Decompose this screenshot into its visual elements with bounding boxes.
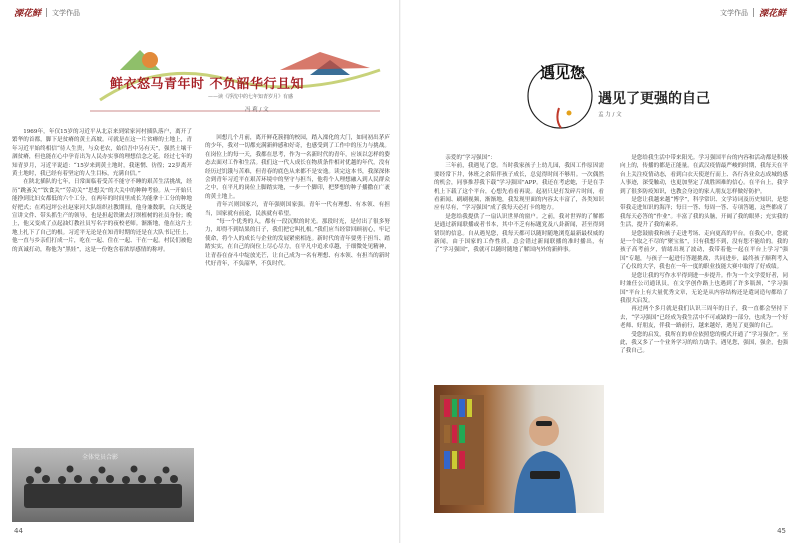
paragraph: 是您给我提供了一扇认识世界的窗户。之前，我对世界的了解都是通过新闻联播或者书本，其中不乏有标题党及八卦新闻，甚至得到错误的信息。自从遇见您，我每天都可以随时随地浏览最新最权威的新闻，由于国家的工作性质，总会错过新闻联播的准时播出，有了“学习强国”，我就可以随时随地了解国内外的新鲜事。 (434, 213, 604, 254)
article2-author: 孟 力 / 文 (598, 112, 622, 118)
page-number-right: 45 (777, 527, 786, 535)
left-header (14, 6, 80, 19)
article2-column2 (620, 154, 788, 356)
title-calligraphy: 遇见您 (540, 64, 586, 82)
article1-column1 (12, 128, 192, 254)
article2-column1 (434, 154, 604, 255)
article-author: 冯 莉 / 文 (245, 107, 269, 113)
article1-column2 (205, 134, 390, 269)
paragraph: 受您的启发，我所在的单位依照您的模式开通了“学习强企”。至此，我又多了一个业务学习的给力助手。遇见您，强国，强企，也强了我自己。 (620, 331, 788, 355)
photo-caption: 全体党员合影 (82, 454, 119, 461)
right-page (400, 0, 800, 543)
author-photo (434, 385, 604, 513)
paragraph: 三年前，我遇见了您。当时我家孩子上幼儿园，我因工作原因需要经常下井，休班之余陪伴孩子成长，总觉得时间不够用。一次偶然的机会，同事推荐我下载“学习强国”APP。我还在考虑她，于是在手机上下载了这个平台，心想先看看再说。起初只是打发碎片时间，看看新闻、刷刷视频，渐渐地，我发现里面的内容太丰富了，各类知识应有尽有，“学习强国”成了我每天必打卡的地方。 (434, 163, 604, 212)
paragraph: 是您给我生活中带来阳光。学习强国平台的内容和活动都是积极向上的，传播的都是正能量。在武汉疫情最严峻的时期，我每天在平台上关注疫情动态，看到白衣天使逆行而上、各行各业众志成城的感人事迹，深受触动，也更加坚定了战胜困难的信心。在平台上，我学到了很多防疫知识，也教会身边的家人朋友怎样做好防护。 (620, 155, 788, 195)
paragraph: 1969年，年仅15岁的习近平从北京来到梁家河村插队落户，离开了繁华的首都，脚下是贫瘠的黄土高坡。可就是在这一片贫瘠的土地上，青年习近平始终相信“待人生贵，与众老农，始信吾中另有天”，强然土壤干涸贫瘠，但也能在心中孕育出为人民办实事的理想信念之花。经过七年的知青岁月，习近平说道：“15岁来到黄土地时，我迷惘、彷徨；22岁离开黄土地时，我已经有着坚定的人生目标，充满自信。” (12, 129, 192, 178)
paragraph: 在陕北插队的七年，日常面临着受苦不能守不睡的艰苦生活挑战，经历“跳蚤关”“饮食关”“劳动关”“思想关”的大关中的种种考验。从一开始只能挣到比妇女都低的六个工分，在两年的时间里成长为能拿十工分的种地好把式；在鸡冠坪公社赵家河大队组织社教期间，他身兼数职，白天既是宣讲文件、带头抓生产的领导，也是担起铁锹去打坝植树的社员身份；晚上，他又变成了点起油灯教社员写名字的夜校老师。渐渐地，他在这片土地上扎下了自己的根。习近平无论是在知青时期的还是在大队书记任上，他一直与乡亲们打成一片，吃在一起、住在一起、干在一起。村民们被他的真诚打动，称他为“黑娃”，这是一份饱含着浓厚感情的称呼。 (12, 179, 192, 253)
paragraph: “每一个优秀的人，都有一段沉默的时光。那段时光，是付出了很多努力，却得不到结果的日子，我们把它叫扎根。”我们应当经常回顾初心，牢记使命，将个人的成长与企业的发展紧密相连。新时代的青年要勇于担当、踏踏实实，在自己的岗位上尽心尽力，在平凡中追求卓越，于细微处见精神，让青春在奋斗中绽放光芒，让自己成为一名有理想、有本领、有担当的新时代好青年，不负韶华，不负时代。 (205, 219, 390, 268)
paragraph: 是您让我越来越“博学”，科学常识、文学诗词及历史知识，是您带我走进知识的海洋；每日一答、每周一答、专项答题，这些都成了我每天必答的“作业”。丰富了我的头脑，开阔了我的眼界；充实我的生活，提升了我的素养。 (620, 197, 788, 229)
group-photo (12, 448, 194, 522)
page-number-left: 44 (14, 527, 23, 535)
section-label: 文学作品 (719, 8, 748, 17)
paragraph: 青年兴则国家兴，青年强则国家强。青年一代有理想、有本领、有担当，国家就有前途，民族就有希望。 (205, 202, 390, 217)
article-title: 鲜衣怒马青年时 不负韶华行且知 (110, 77, 305, 92)
section-label: 文学作品 (52, 8, 81, 17)
magazine-logo: 溧花鲜 (758, 9, 786, 19)
right-header (720, 6, 786, 19)
article-subtitle: ——读《浮沈中的七年知青岁月》有感 (208, 94, 294, 100)
paragraph: 再过两个多月就是我们认识三周年的日子，我一直都会坚持下去，“学习强国”已经成为我生活中不可或缺的一部分，也成为一个好老师、好朋友，伴我一路前行，越来越好，遇见了更强的自己。 (620, 306, 788, 330)
author-photo-figure (434, 385, 604, 513)
paragraph: 亲爱的“学习强国”： (445, 155, 496, 161)
magazine-logo: 溧花鲜 (14, 9, 42, 19)
paragraph: 是您鼓励我和孩子走进考场、走向更高的平台。在我心中，您就是一个取之不尽的“聚宝盆”，只有我想不到，没有您不能给的。我的孩子高考前夕，情绪出现了波动，我带着他一起在平台上学习“强国”专题，与孩子一起进行答题挑战，共同进步，最终孩子顺利考入了心仪的大学，我也在一年一度的职业技能大赛中取得了好成绩。 (620, 230, 788, 271)
paragraph: 是您让我的写作水平得到进一步提升。作为一个文学爱好者，同时兼任公司通讯员，在文学创作路上也遇到了许多瓶颈，“学习强国”平台上有大量优秀文章，无论是从内容结构还是遣词造句都给了我很大启发。 (620, 272, 788, 304)
paragraph: 回想几个月前，离开鲜花簇拥的校园，踏入溧化的大门，如同初出茅庐的少年，我对一切都充满新鲜感和好奇，也感受到了工作中的压力与挑战。在岗位上的每一天，我都在思考，作为一名新时代的青年，应该以怎样的姿态去面对工作和生活。我们这一代人成长在物质条件相对优越的年代，没有经历过饥饿与苦难，但青春的底色从来都不是安逸。读完这本书，我深深体会到青年习近平在艰苦环境中的坚守与担当，他将个人理想融入到人民群众之中，在平凡的岗位上脚踏实地，一步一个脚印，把梦想的种子播撒在广袤的黄土地上。 (205, 135, 390, 200)
article2-title: 遇见了更强的自己 (598, 91, 710, 107)
